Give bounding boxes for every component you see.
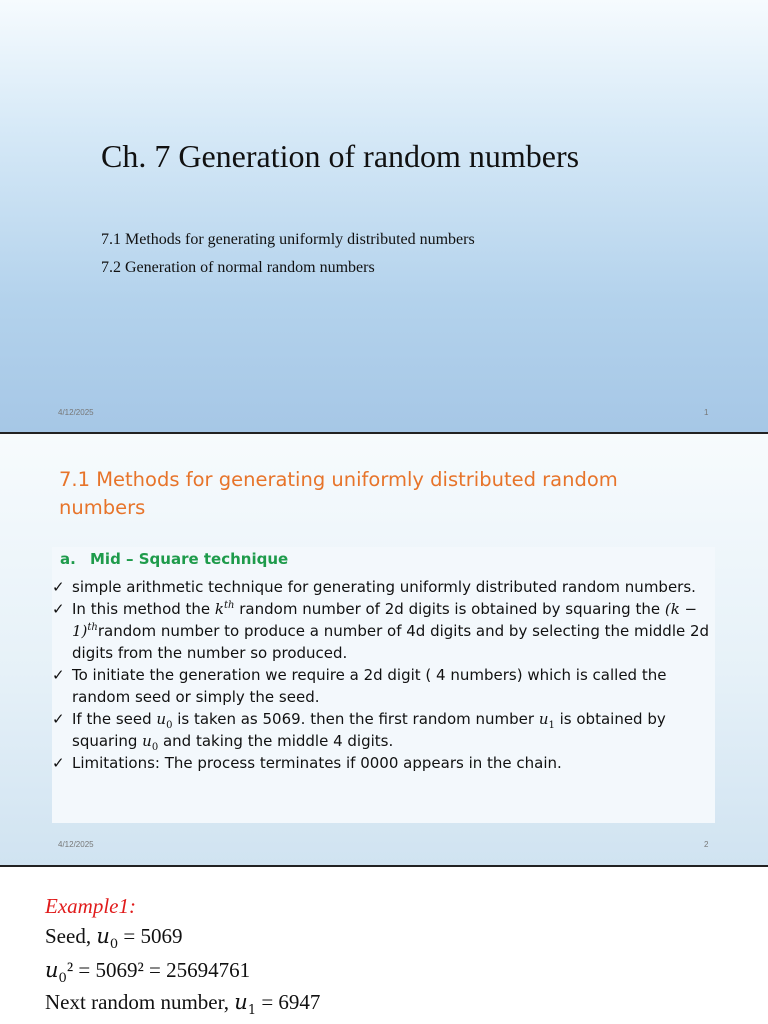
- bullet-item: [52, 708, 712, 752]
- math-u: u: [538, 710, 549, 728]
- slide-3: [0, 867, 768, 1024]
- math-u: u: [234, 990, 248, 1014]
- math-k: k: [214, 600, 225, 618]
- slide-1-subtitle-1: 7.1 Methods for generating uniformly distributed numbers: [101, 231, 475, 248]
- section-label: a.: [60, 550, 76, 568]
- math-sub-0: 0: [109, 937, 119, 953]
- math-u: u: [156, 710, 167, 728]
- slide-1: [0, 0, 768, 434]
- bullet-text-pre: If the seed: [72, 710, 157, 728]
- example-line-seed: [45, 924, 183, 953]
- bullet-item: [52, 752, 712, 774]
- slide-2-date: 4/12/2025: [58, 840, 94, 849]
- bullet-item: [52, 664, 712, 708]
- slide-2-page-number: 2: [704, 840, 709, 849]
- bullet-list: [52, 576, 712, 774]
- line-text: Next random number,: [45, 990, 235, 1014]
- line-text: Seed,: [45, 924, 97, 948]
- bullet-item: [52, 598, 712, 664]
- line-text: = 5069: [118, 924, 183, 948]
- section-title: Mid – Square technique: [90, 550, 289, 568]
- bullet-text-mid: is taken as 5069. then the first random number: [172, 710, 539, 728]
- math-sub-0: 0: [151, 742, 159, 753]
- check-icon: ✓: [52, 710, 65, 728]
- slide-2: [0, 434, 768, 867]
- math-th-2: th: [87, 622, 98, 633]
- line-text: ² = 5069² = 25694761: [66, 958, 251, 982]
- math-sub-1: 1: [247, 1003, 257, 1019]
- bullet-text-mid-2: is obtained by squaring: [72, 710, 666, 750]
- check-icon: ✓: [52, 754, 65, 772]
- slide-1-page-number: 1: [704, 408, 709, 417]
- bullet-text-mid: random number of 2d digits is obtained by squaring the: [234, 600, 665, 618]
- bullet-item: [52, 576, 712, 598]
- math-u: u: [45, 958, 59, 982]
- check-icon: ✓: [52, 578, 65, 596]
- math-u: u: [142, 732, 152, 750]
- section-heading: [60, 550, 288, 568]
- bullet-text: simple arithmetic technique for generating uniformly distributed random numbers.: [72, 578, 696, 596]
- slide-1-title: Ch. 7 Generation of random numbers: [101, 138, 580, 174]
- math-sub-1: 1: [548, 720, 555, 731]
- slide-1-subtitle-2: 7.2 Generation of normal random numbers: [101, 259, 375, 276]
- example-line-next: [45, 990, 321, 1019]
- bullet-text-pre: In this method the: [72, 600, 215, 618]
- slide-2-title: 7.1 Methods for generating uniformly distributed random numbers: [59, 468, 618, 519]
- math-th: th: [224, 600, 235, 611]
- bullet-text: To initiate the generation we require a 2d digit ( 4 numbers) which is called the random seed or simply the seed.: [72, 666, 667, 706]
- check-icon: ✓: [52, 666, 65, 684]
- math-k-minus-1: (k − 1): [72, 600, 698, 640]
- slide-1-date: 4/12/2025: [58, 408, 94, 417]
- math-u: u: [96, 924, 110, 948]
- example-line-square: [45, 958, 251, 987]
- bullet-text: Limitations: The process terminates if 0000 appears in the chain.: [72, 754, 562, 772]
- bullet-text-post: and taking the middle 4 digits.: [158, 732, 394, 750]
- example-title: Example1:: [45, 894, 136, 918]
- line-text: = 6947: [256, 990, 321, 1014]
- bullet-text-post: random number to produce a number of 4d digits and by selecting the middle 2d digits from the number so produced.: [72, 622, 710, 662]
- check-icon: ✓: [52, 600, 65, 618]
- math-sub-0: 0: [166, 720, 173, 731]
- math-sub-0: 0: [58, 971, 67, 987]
